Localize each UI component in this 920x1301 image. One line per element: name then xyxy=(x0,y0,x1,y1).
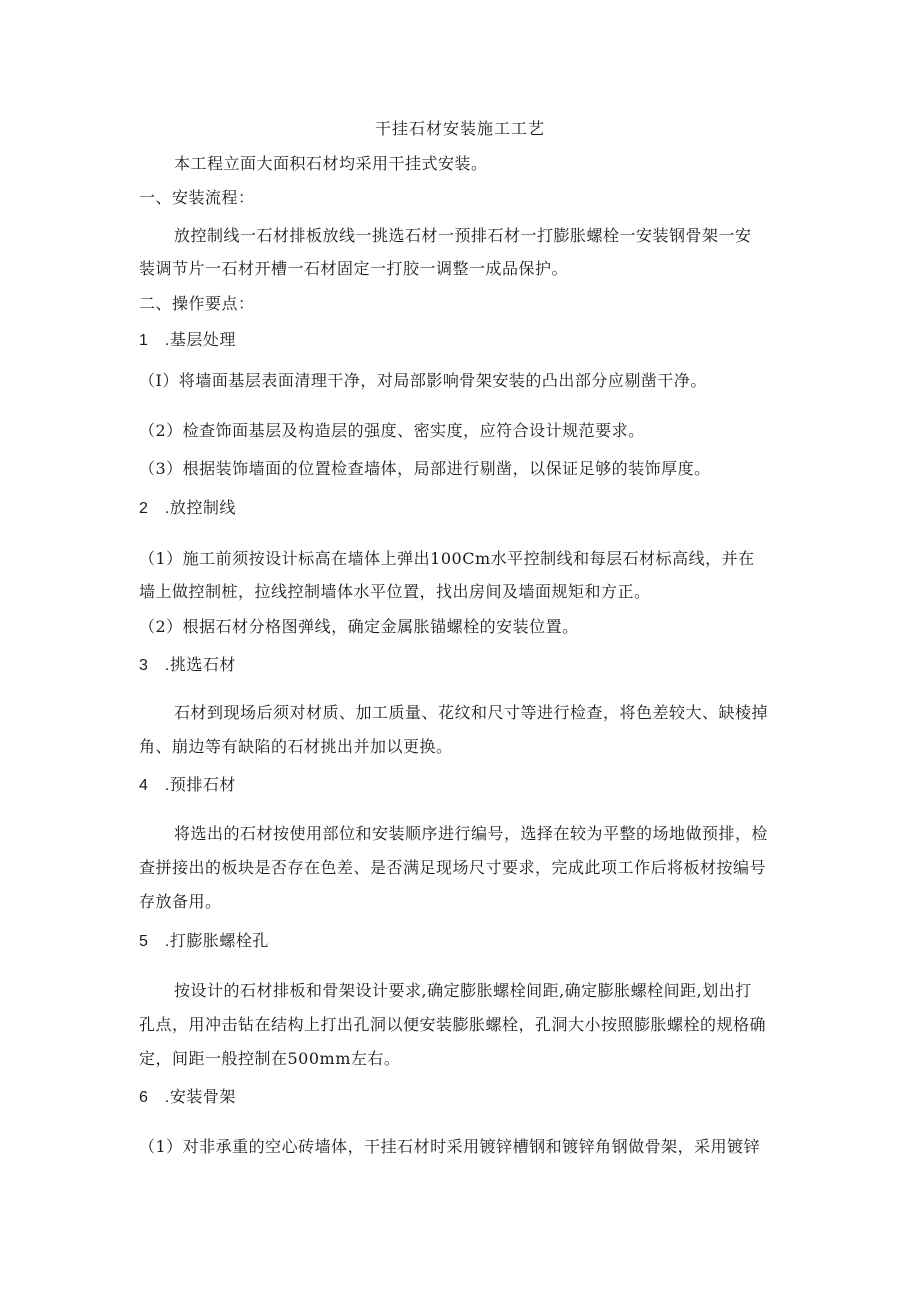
flow-line-1: 放控制线一石材排板放线一挑选石材一预排石材一打膨胀螺栓一安装钢骨架一安 xyxy=(174,226,752,245)
document-title: 干挂石材安装施工工艺 xyxy=(374,119,545,138)
bolt-holes-line-2: 孔点，用冲击钻在结构上打出孔洞以便安装膨胀螺栓，孔洞大小按照膨胀螺栓的规格确 xyxy=(139,1015,767,1034)
intro-paragraph: 本工程立面大面积石材均采用干挂式安装。 xyxy=(174,154,488,173)
subheading-frame-installation: 6 .安装骨架 xyxy=(139,1089,236,1106)
base-treatment-item-3: （3）根据装饰墙面的位置检查墙体，局部进行剔凿，以保证足够的装饰厚度。 xyxy=(139,459,711,478)
control-lines-item-1-line-2: 墙上做控制桩，拉线控制墙体水平位置，找出房间及墙面规矩和方正。 xyxy=(139,582,651,601)
subheading-stone-selection: 3 .挑选石材 xyxy=(139,657,236,674)
subheading-control-lines: 2 .放控制线 xyxy=(139,500,236,517)
prearrangement-line-3: 存放备用。 xyxy=(139,892,222,911)
subheading-expansion-bolt-holes: 5 .打膨胀螺栓孔 xyxy=(139,933,269,950)
base-treatment-item-2: （2）检查饰面基层及构造层的强度、密实度，应符合设计规范要求。 xyxy=(139,421,645,440)
section-heading-installation-flow: 一、安装流程： xyxy=(139,188,255,207)
prearrangement-line-1: 将选出的石材按使用部位和安装顺序进行编号，选择在较为平整的场地做预排，检 xyxy=(174,824,769,843)
control-lines-item-2: （2）根据石材分格图弹线，确定金属胀锚螺栓的安装位置。 xyxy=(139,617,579,636)
stone-selection-line-1: 石材到现场后须对材质、加工质量、花纹和尺寸等进行检查，将色差较大、缺棱掉 xyxy=(174,703,769,722)
stone-selection-line-2: 角、崩边等有缺陷的石材挑出并加以更换。 xyxy=(139,737,453,756)
control-lines-item-1-line-1: （1）施工前须按设计标高在墙体上弹出100Cm水平控制线和每层石材标高线，并在 xyxy=(139,549,755,568)
section-heading-key-points: 二、操作要点： xyxy=(139,294,255,313)
bolt-holes-line-3: 定，间距一般控制在500mm左右。 xyxy=(139,1049,401,1068)
prearrangement-line-2: 查拼接出的板块是否存在色差、是否满足现场尺寸要求，完成此项工作后将板材按编号 xyxy=(139,858,767,877)
subheading-stone-prearrangement: 4 .预排石材 xyxy=(139,777,236,794)
bolt-holes-line-1: 按设计的石材排板和骨架设计要求,确定膨胀螺栓间距,确定膨胀螺栓间距,划出打 xyxy=(174,981,752,1000)
subheading-base-treatment: 1 .基层处理 xyxy=(139,332,236,349)
flow-line-2: 装调节片一石材开槽一石材固定一打胶一调整一成品保护。 xyxy=(139,259,569,278)
base-treatment-item-1: （I）将墙面基层表面清理干净，对局部影响骨架安装的凸出部分应剔凿干净。 xyxy=(139,371,707,390)
frame-installation-item-1: （1）对非承重的空心砖墙体，干挂石材时采用镀锌槽钢和镀锌角钢做骨架，采用镀锌 xyxy=(139,1137,761,1156)
